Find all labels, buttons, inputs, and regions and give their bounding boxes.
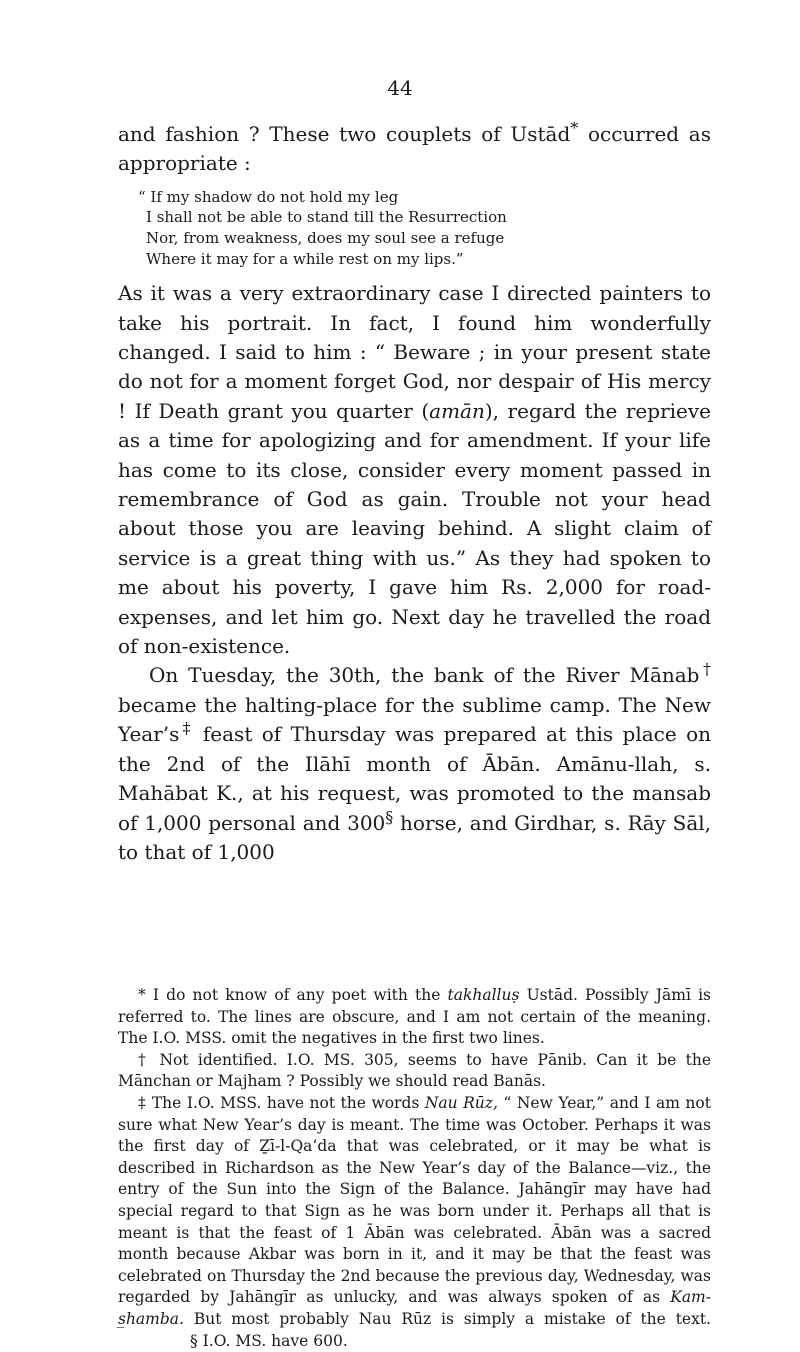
lead-text-1: and fashion ? These two couplets of Ustād <box>118 122 571 146</box>
footnote-section: § I.O. MS. have 600. <box>190 1331 348 1350</box>
verse-quotation <box>138 187 711 269</box>
footnote-ref-section[interactable]: § <box>385 806 394 826</box>
paragraph-3-text-4: horse, and Girdhar, s. Rāy Sāl, to that of 1,000 <box>118 810 711 864</box>
verse-line-4: Where it may for a while rest on my lips.” <box>146 249 464 268</box>
footnote-1-text-1: * I do not know of any poet with the <box>138 986 448 1004</box>
paragraph-3-text-2: became the halting-place for the sublime camp. The New Year’s <box>118 692 711 747</box>
footnote-ref-dagger[interactable]: † <box>699 659 711 679</box>
main-text <box>118 120 711 867</box>
paragraph-3-text-3: feast of Thursday was prepared at this place on the 2nd of the Ilāhī month of Ābān. Amānu-llah, s. Mahābat K., at his request, was promoted to the mansab of 1,000 personal and 300 <box>118 722 711 835</box>
footnote-3-text-3: But most probably Nau Rūz is simply a mistake of the text. <box>183 1309 711 1328</box>
footnote-1-text-2: Ustād. Possibly Jāmī is referred to. The lines are obscure, and I am not certain of the meaning. The I.O. MSS. omit the negatives in the first two lines. <box>118 986 711 1048</box>
paragraph-portrait <box>118 279 711 661</box>
verse-line-3: Nor, from weakness, does my soul see a refuge <box>146 229 505 247</box>
paragraph-3-text-1: On Tuesday, the 30th, the bank of the River Mānab <box>149 663 700 688</box>
lead-paragraph <box>118 120 711 179</box>
paragraph-2-text-1: As it was a very extraordinary case I directed painters to take his portrait. In fact, I found him wonderfully changed. I said to him : “ Beware ; in your present state do not for a moment forget God, nor despair of His mercy ! If Death grant you quarter ( <box>118 281 711 423</box>
footnote-double-dagger <box>118 1093 711 1352</box>
footnote-dagger <box>118 1050 711 1093</box>
lead-text-2: occurred as appropriate : <box>118 122 711 176</box>
footnote-2-text: † Not identified. I.O. MS. 305, seems to have Pānib. Can it be the Mānchan or Majham ? Possibly we should read Banās. <box>118 1050 711 1091</box>
footnote-ref-asterisk[interactable]: * <box>570 118 579 138</box>
verse-line-2: I shall not be able to stand till the Resurrection <box>146 208 507 227</box>
page-number: 44 <box>387 76 413 100</box>
footnote-3-text-2: “ New Year,” and I am not sure what New Year’s day is meant. The time was October. Perhaps it was the first day of Ẕī-l-Qaʻda that was celebrated, or it may be what is described in Richardson as the New Year’s day of the Balance—viz., the entry of the Sun into the Sign of the Balance. Jahāngīr may have had special regard to that Sign as he was born under it. Perhaps all that is meant is that the feast of 1 Ābān was celebrated. Ābān was a sacred month because Akbar was born in it, and it may be that the feast was celebrated on Thursday the 2nd because the previous day, Wednesday, was regarded by Jahāngīr as unlucky, and was always spoken of as <box>118 1093 711 1307</box>
footnote-1-italic: takhalluṣ <box>447 986 520 1004</box>
footnotes <box>118 985 711 1352</box>
footnote-asterisk <box>118 985 711 1050</box>
footnote-ref-double-dagger[interactable]: ‡ <box>179 718 194 738</box>
paragraph-2-text-2: ), regard the reprieve as a time for apologizing and for amendment. If your life has come to its close, consider every moment passed in remembrance of God as gain. Trouble not your head about those you are leaving behind. A slight claim of service is a great thing with us.” As they had spoken to me about his poverty, I gave him Rs. 2,000 for road-expenses, and let him go. Next day he travelled the road of non-existence. <box>118 398 711 659</box>
verse-line-1: “ If my shadow do not hold my leg <box>138 187 399 206</box>
footnote-3-italic-1: Nau Rūz, <box>424 1093 498 1112</box>
footnote-3-text-1: ‡ The I.O. MSS. have not the words <box>138 1093 425 1112</box>
footnote-3-italic-2: Kam-s̲hamba. <box>118 1288 711 1328</box>
paragraph-halting-place <box>118 661 711 867</box>
paragraph-2-italic-aman: amān <box>429 398 485 423</box>
